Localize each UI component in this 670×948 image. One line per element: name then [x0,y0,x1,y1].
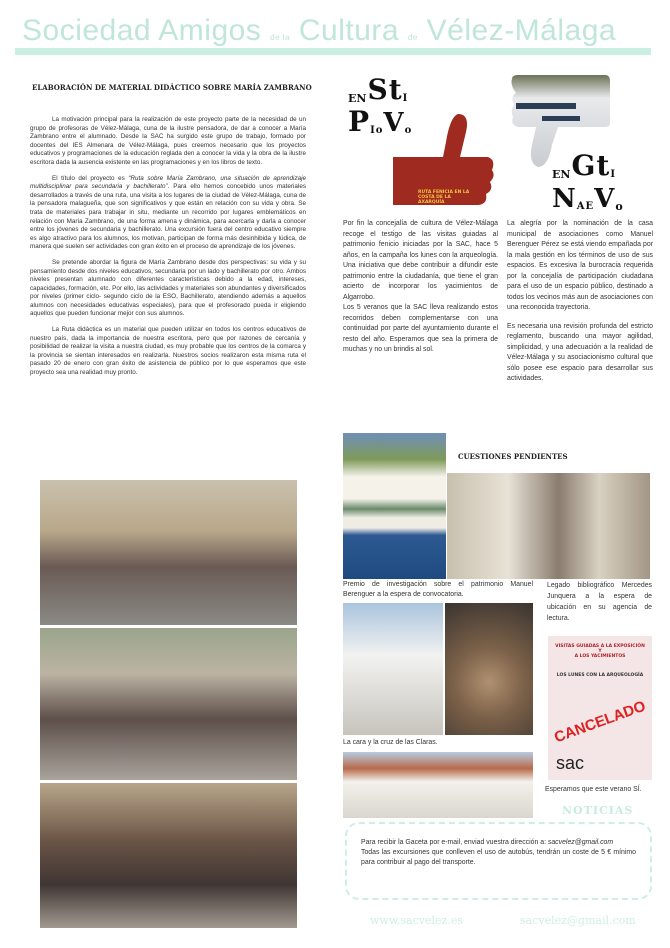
masthead-rule [15,48,651,55]
footer-email[interactable]: sacvelez@gmail.com [520,914,636,927]
article-title: ELABORACIÓN DE MATERIAL DIDÁCTICO SOBRE MARÍA ZAMBRANO [32,83,312,92]
pendientes-title: CUESTIONES PENDIENTES [458,452,568,461]
en-negativo-logo: EN G t I N A E V o [552,149,623,214]
claras-rooftops-photo [343,752,533,818]
negativo-body: La alegría por la nominación de la casa municipal de asociaciones como Manuel Berenguer Pérez se está viendo empañada por la mala gestión en los términos de uso de sus espacios. Es excesiva la burocracia requerida por la concejalía de participación ciudadana para el uso de un espacio público, destinado a todos los vecinos más aun de asociaciones con una reconocida trayectoria. Es necesaria una revisión profunda del estricto reglamento, buscando una mayor agilidad, simplicidad, y una adecuación a la realidad de Vélez-Málaga y su asociacionismo cultural que sólo posee ese espacio para desarrollar sus actividades. [507,220,653,382]
legado-caption: Legado bibliográfico Mercedes Junquera a la espera de ubicación en su agencia de lectura. [547,582,652,622]
positivo-body: Por fin la concejalía de cultura de Vélez-Málaga recoge el testigo de las visitas guiadas al patrimonio fenicio iniciadas por la SAC, hace 5 años, en la campaña los lunes con la arqueología. Una iniciativa que debe contribuir a difundir este patrimonio entre la ciudadanía, que tiene el gran acierto de incorporar los yacimientos de Algarrobo. Los 5 veranos que la SAC lleva realizando estos recorridos deben complementarse con una continuidad por parte del ayuntamiento durante el resto del año. Esperamos que sea la primera de muchas y no un brindis al sol. [343,220,498,353]
thumbs-up-icon: RUTA FENICIA EN LA COSTA DE LA AXARQUÍA [388,112,498,207]
legado-books-photo [447,473,650,579]
claras-facade-photo [343,603,443,735]
claras-bell-photo [445,603,533,735]
noticias-title: NOTICIAS [562,804,634,817]
article-body: La motivación principal para la realización de este proyecto parte de la necesidad de un grupo de profesoras de Vélez-Málaga, cuna de la ilustre pensadora, de dar a conocer a María Zambrano entre el alumnado. Desde la SAC ha surgido este grupo de trabajo, formado por docentes del IES Almenara de Vélez-Málaga, pues creemos necesario que los proyectos educativos y programaciones de la educación reglada den a conocer la vida y la obra de la ilustre escritora dada la ausencia existente en las programaciones y en los libros de texto. El título del proyecto es “Ruta sobre María Zambrano, una situación de aprendizaje multidisciplinar para secundaria y bachillerato”. Para ello hemos concebido unos materiales desarrollados a través de una ruta, una visita a los lugares de la ciudad de Vélez-Málaga, cuna de la pensadora malagueña, que son significativos y que están en relación con su vida y obra. Se trata de materiales para trabajar in situ, mediante un recorrido por lugares emblemáticos en relación con María Zambrano, de una forma amena y dinámica, para acercarla y darla a conocer entre los jóvenes de secundaria y bachillerato. Una excursión fuera del centro educativo siempre es algo atractivo para los alumnos, los motivan, participan de forma más desinhibida y lúdica, de manera que suelen ser actividades con gran éxito en el proceso de aprendizaje de los jóvenes. Se pretende abordar la figura de María Zambrano desde dos perspectivas: su vida y su pensamiento desde dos niveles educativos, secundaria por un lado y bachillerato por otro. Ambos niveles presentan alumnado con diferentes características debido a la edad, intereses, capacidades, formación, etc. Por ello, las actividades y materiales son abundantes y diversificados por niveles (primer ciclo- segundo ciclo de la ESO, Bachillerato, atendiendo además a aquellos alumnos con necesidades educativas especiales), para que el profesorado pueda ir eligiendo aquellos que pueden funcionar mejor con sus alumnos. La Ruta didáctica es un material que pueden utilizar en todos los centros educativos de nuestro país, dada la importancia de nuestra escritora, pero que por razones de cercanía y posibilidad de realizar la visita a nuestra ciudad, es muy probable que los centros de la comarca y la provincia se sientan interesados en realizarla. Nuestros socios realizaron esta misma ruta el pasado 20 de enero con gran éxito de asistencia de público por lo que esperamos que este proyecto sea una realidad muy pronto. [30,116,306,377]
premio-poster-image [343,433,446,579]
poster-caption: Esperamos que este verano SÍ. [545,786,642,793]
cancelled-visits-poster: VISITAS GUIADAS A LA EXPOSICIÓN Y A LOS YACIMIENTOS LOS LUNES CON LA ARQUEOLOGÍA sac CANCELADO [548,636,652,780]
masthead-title: Sociedad Amigos de la Cultura de Vélez-Málaga [22,14,617,47]
en-positivo-logo: EN S t I P I o V o [348,73,412,138]
gaceta-email-link[interactable]: sacvelez@gmail.com [547,839,614,846]
group-photo-library [40,783,297,928]
group-photo-statue [40,628,297,780]
claras-caption: La cara y la cruz de las Claras. [343,739,438,746]
group-photo-square [40,480,297,625]
premio-caption: Premio de investigación sobre el patrimonio Manuel Berenguer a la espera de convocatoria. [343,581,533,598]
footer-website[interactable]: www.sacvelez.es [370,914,464,927]
cancelled-stamp: CANCELADO [552,697,648,747]
noticias-box: Para recibir la Gaceta por e-mail, enviad vuestra dirección a: sacvelez@gmail.com Todas las excursiones que conlleven el uso de autobús, tendrán un coste de 5 € mínimo para contribuir al pago del transporte. [345,822,652,900]
